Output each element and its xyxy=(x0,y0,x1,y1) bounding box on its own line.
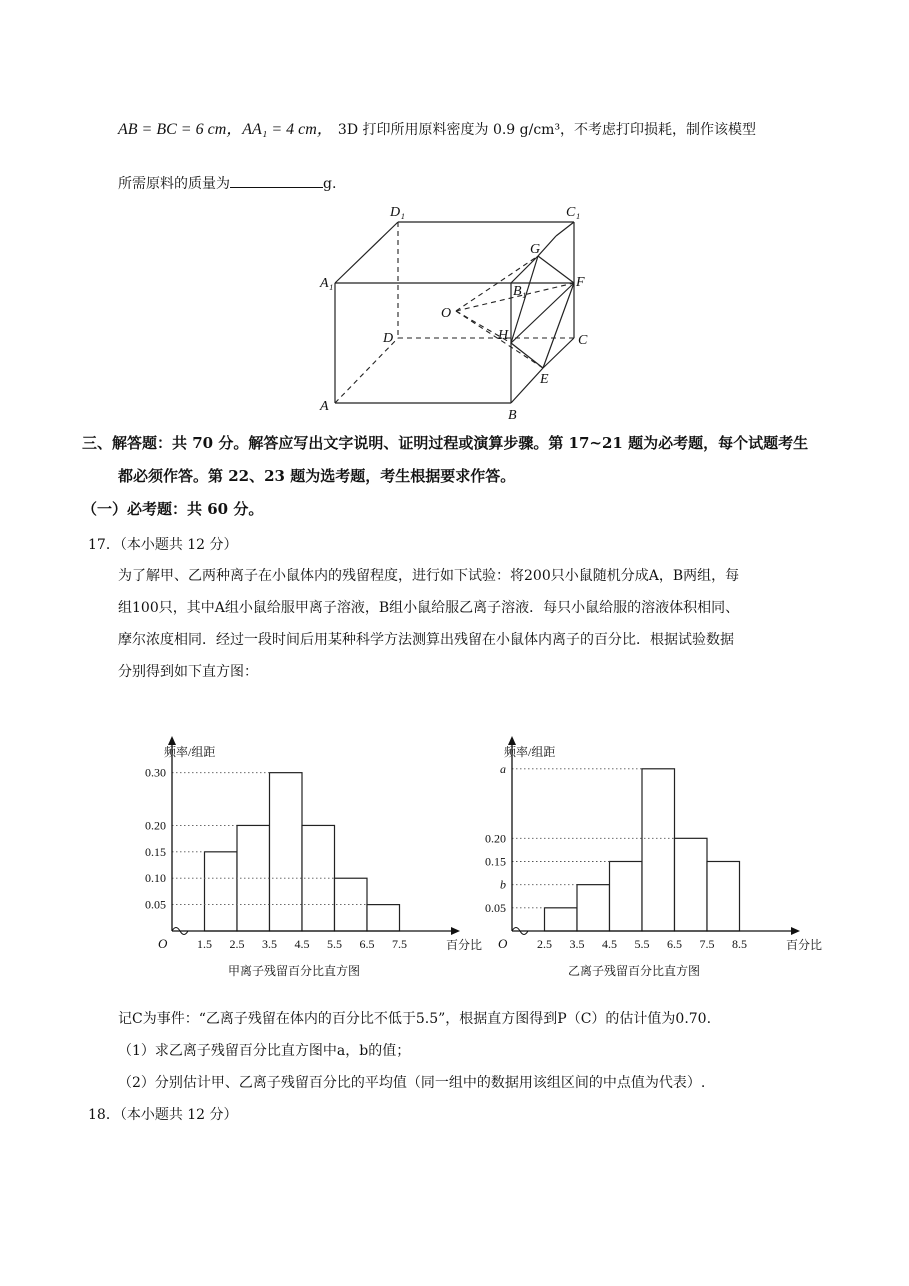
answer-blank xyxy=(230,175,323,188)
label-C: C xyxy=(578,333,588,348)
histogram-bar xyxy=(707,861,740,931)
label-G: G xyxy=(530,242,541,257)
histogram-bar xyxy=(270,773,303,931)
x-axis-label: 百分比 xyxy=(786,938,823,952)
problem17-paragraph-line2: 组100只，其中A组小鼠给服甲离子溶液，B组小鼠给服乙离子溶液．每只小鼠给服的溶液体积相同、 xyxy=(118,600,740,616)
label-H: H xyxy=(498,328,509,343)
problem17-paragraph-line1: 为了解甲、乙两种离子在小鼠体内的残留程度，进行如下试验：将200只小鼠随机分成A，B两组，每 xyxy=(118,568,740,584)
y-axis-arrow xyxy=(508,736,516,745)
problem17-header xyxy=(88,534,238,554)
y-axis-label: 频率/组距 xyxy=(504,745,556,759)
histogram-bar xyxy=(642,769,675,931)
x-tick-label: 7.5 xyxy=(392,937,407,951)
y-tick-label: a xyxy=(500,761,506,776)
event-c-statement: 记C为事件：“乙离子残留在体内的百分比不低于5.5”，根据直方图得到P（C）的估计值为0.70. xyxy=(118,1011,712,1027)
y-axis-arrow xyxy=(168,736,176,745)
y-tick-label: 0.10 xyxy=(145,871,166,886)
origin-label: O xyxy=(158,936,168,951)
x-tick-label: 7.5 xyxy=(699,937,715,951)
x-tick-label: 8.5 xyxy=(732,937,747,951)
x-tick-label: 4.5 xyxy=(294,937,310,951)
label-B: B xyxy=(508,408,517,423)
label-D: D xyxy=(383,331,394,346)
histogram-bar xyxy=(610,861,643,931)
y-tick-label: b xyxy=(500,877,506,892)
x-tick-label: 3.5 xyxy=(569,937,585,951)
x-axis-arrow xyxy=(451,927,460,935)
histogram-jia xyxy=(120,728,483,990)
problem16-line2 xyxy=(118,173,336,193)
question-2: （2）分别估计甲、乙离子残留百分比的平均值（同一组中的数据用该组区间的中点值为代表）. xyxy=(118,1075,706,1091)
histogram-bar xyxy=(577,885,610,931)
label-O: O xyxy=(441,306,452,321)
y-tick-label: 0.20 xyxy=(485,831,506,846)
x-tick-label: 5.5 xyxy=(634,937,650,951)
histogram-bar xyxy=(205,852,238,931)
y-tick-label: 0.15 xyxy=(145,844,166,859)
label-C1: C₁ xyxy=(566,205,581,220)
mass-question-text: 所需原料的质量为 xyxy=(118,176,230,192)
x-tick-label: 3.5 xyxy=(262,937,277,951)
section3-subheading: （一）必考题：共 60 分。 xyxy=(82,500,264,518)
mass-unit: g. xyxy=(323,176,337,192)
histogram-bar xyxy=(302,825,335,931)
label-A: A xyxy=(320,399,329,414)
question-1: （1）求乙离子残留百分比直方图中a，b的值； xyxy=(118,1043,411,1059)
problem18-number: 18． xyxy=(88,1107,120,1123)
histogram-yi xyxy=(460,728,823,990)
histogram-bar xyxy=(675,838,708,931)
label-B1: B₁ xyxy=(513,284,527,299)
problem17-paragraph-line4: 分别得到如下直方图： xyxy=(118,664,258,680)
histogram-title: 乙离子残留百分比直方图 xyxy=(567,964,701,978)
x-tick-label: 1.5 xyxy=(197,937,212,951)
label-A1: A₁ xyxy=(320,276,334,291)
y-axis-label: 频率/组距 xyxy=(164,745,216,759)
problem18-header xyxy=(88,1104,238,1124)
dimension-formula: AB = BC = 6 cm，AA₁ = 4 cm， xyxy=(118,121,333,138)
x-tick-label: 2.5 xyxy=(229,937,245,951)
histogram-bar xyxy=(545,908,578,931)
y-tick-label: 0.15 xyxy=(485,854,506,869)
x-tick-label: 2.5 xyxy=(537,937,552,951)
section3-line1: 三、解答题：共 70 分。解答应写出文字说明、证明过程或演算步骤。第 17~21 题为必考题，每个试题考生 xyxy=(82,434,809,452)
problem17-points: （本小题共 12 分） xyxy=(119,537,238,553)
histogram-bar xyxy=(367,905,400,931)
problem17-number: 17． xyxy=(88,537,120,553)
x-tick-label: 6.5 xyxy=(667,937,682,951)
label-F: F xyxy=(576,275,585,290)
x-axis-arrow xyxy=(791,927,800,935)
origin-label: O xyxy=(498,936,508,951)
density-text: 3D 打印所用原料密度为 0.9 g/cm³，不考虑打印损耗，制作该模型 xyxy=(337,122,757,138)
histogram-title: 甲离子残留百分比直方图 xyxy=(227,964,361,978)
x-tick-label: 6.5 xyxy=(359,937,375,951)
y-tick-label: 0.20 xyxy=(145,818,166,833)
problem18-points: （本小题共 12 分） xyxy=(119,1107,238,1123)
section3-line2: 都必须作答。第 22、23 题为选考题，考生根据要求作答。 xyxy=(118,467,516,485)
y-tick-label: 0.05 xyxy=(145,897,166,912)
problem16-line1 xyxy=(118,116,756,139)
y-tick-label: 0.30 xyxy=(145,765,166,780)
x-tick-label: 4.5 xyxy=(602,937,617,951)
histogram-bar xyxy=(335,878,368,931)
cuboid-figure xyxy=(308,198,603,426)
x-tick-label: 5.5 xyxy=(327,937,342,951)
label-E: E xyxy=(540,372,549,387)
y-tick-label: 0.05 xyxy=(485,900,506,915)
label-D1: D₁ xyxy=(390,205,405,220)
x-axis-label: 百分比 xyxy=(446,938,483,952)
problem17-paragraph-line3: 摩尔浓度相同．经过一段时间后用某种科学方法测算出残留在小鼠体内离子的百分比．根据试验数据 xyxy=(118,632,734,648)
